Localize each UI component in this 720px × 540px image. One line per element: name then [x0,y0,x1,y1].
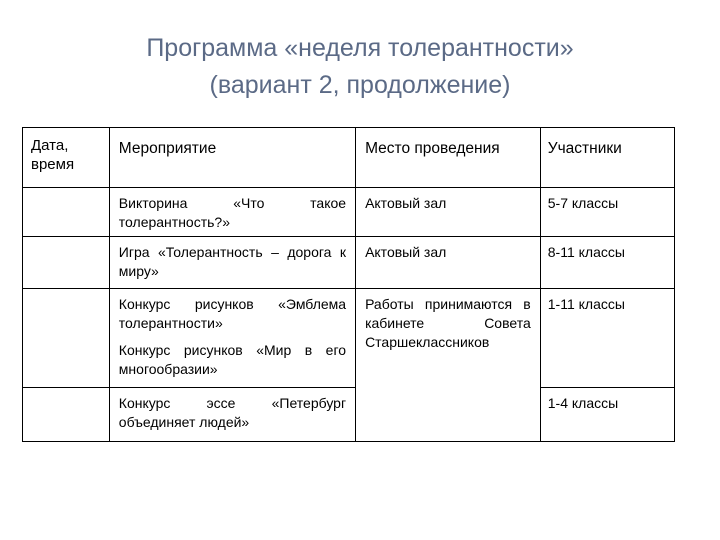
date-cell [23,237,110,289]
table-row [23,237,675,289]
place-cell: Актовый зал [356,188,541,237]
participants-cell: 1-4 классы [540,388,674,442]
page-title [0,30,720,104]
header-event: Мероприятие [109,128,355,188]
event-cell: Конкурс эссе «Петербург объединяет людей» [109,388,355,442]
place-cell: Работы принимаются в кабинете Совета Старшеклассников [356,289,541,442]
event-item: Конкурс рисунков «Эмблема толерантности» [118,296,347,331]
event-cell: Викторина «Что такое толерантность?» [109,188,355,237]
header-place: Место проведения [356,128,541,188]
date-cell [23,188,110,237]
header-participants: Участники [540,128,674,188]
program-table [22,127,675,442]
title-line-1: Программа «неделя толерантности» [146,34,574,62]
date-cell [23,388,110,442]
table-row [23,289,675,388]
event-cell [109,289,355,388]
event-item: Конкурс рисунков «Мир в его многообразии» [118,342,347,377]
title-line-2: (вариант 2, продолжение) [209,71,511,99]
date-cell [23,289,110,388]
header-row [23,128,675,188]
table-row [23,188,675,237]
event-cell: Игра «Толерантность – дорога к миру» [109,237,355,289]
participants-cell: 5-7 классы [540,188,674,237]
header-date: Дата, время [23,128,110,188]
place-cell: Актовый зал [356,237,541,289]
participants-cell: 1-11 классы [540,289,674,388]
table-row [23,388,675,442]
participants-cell: 8-11 классы [540,237,674,289]
